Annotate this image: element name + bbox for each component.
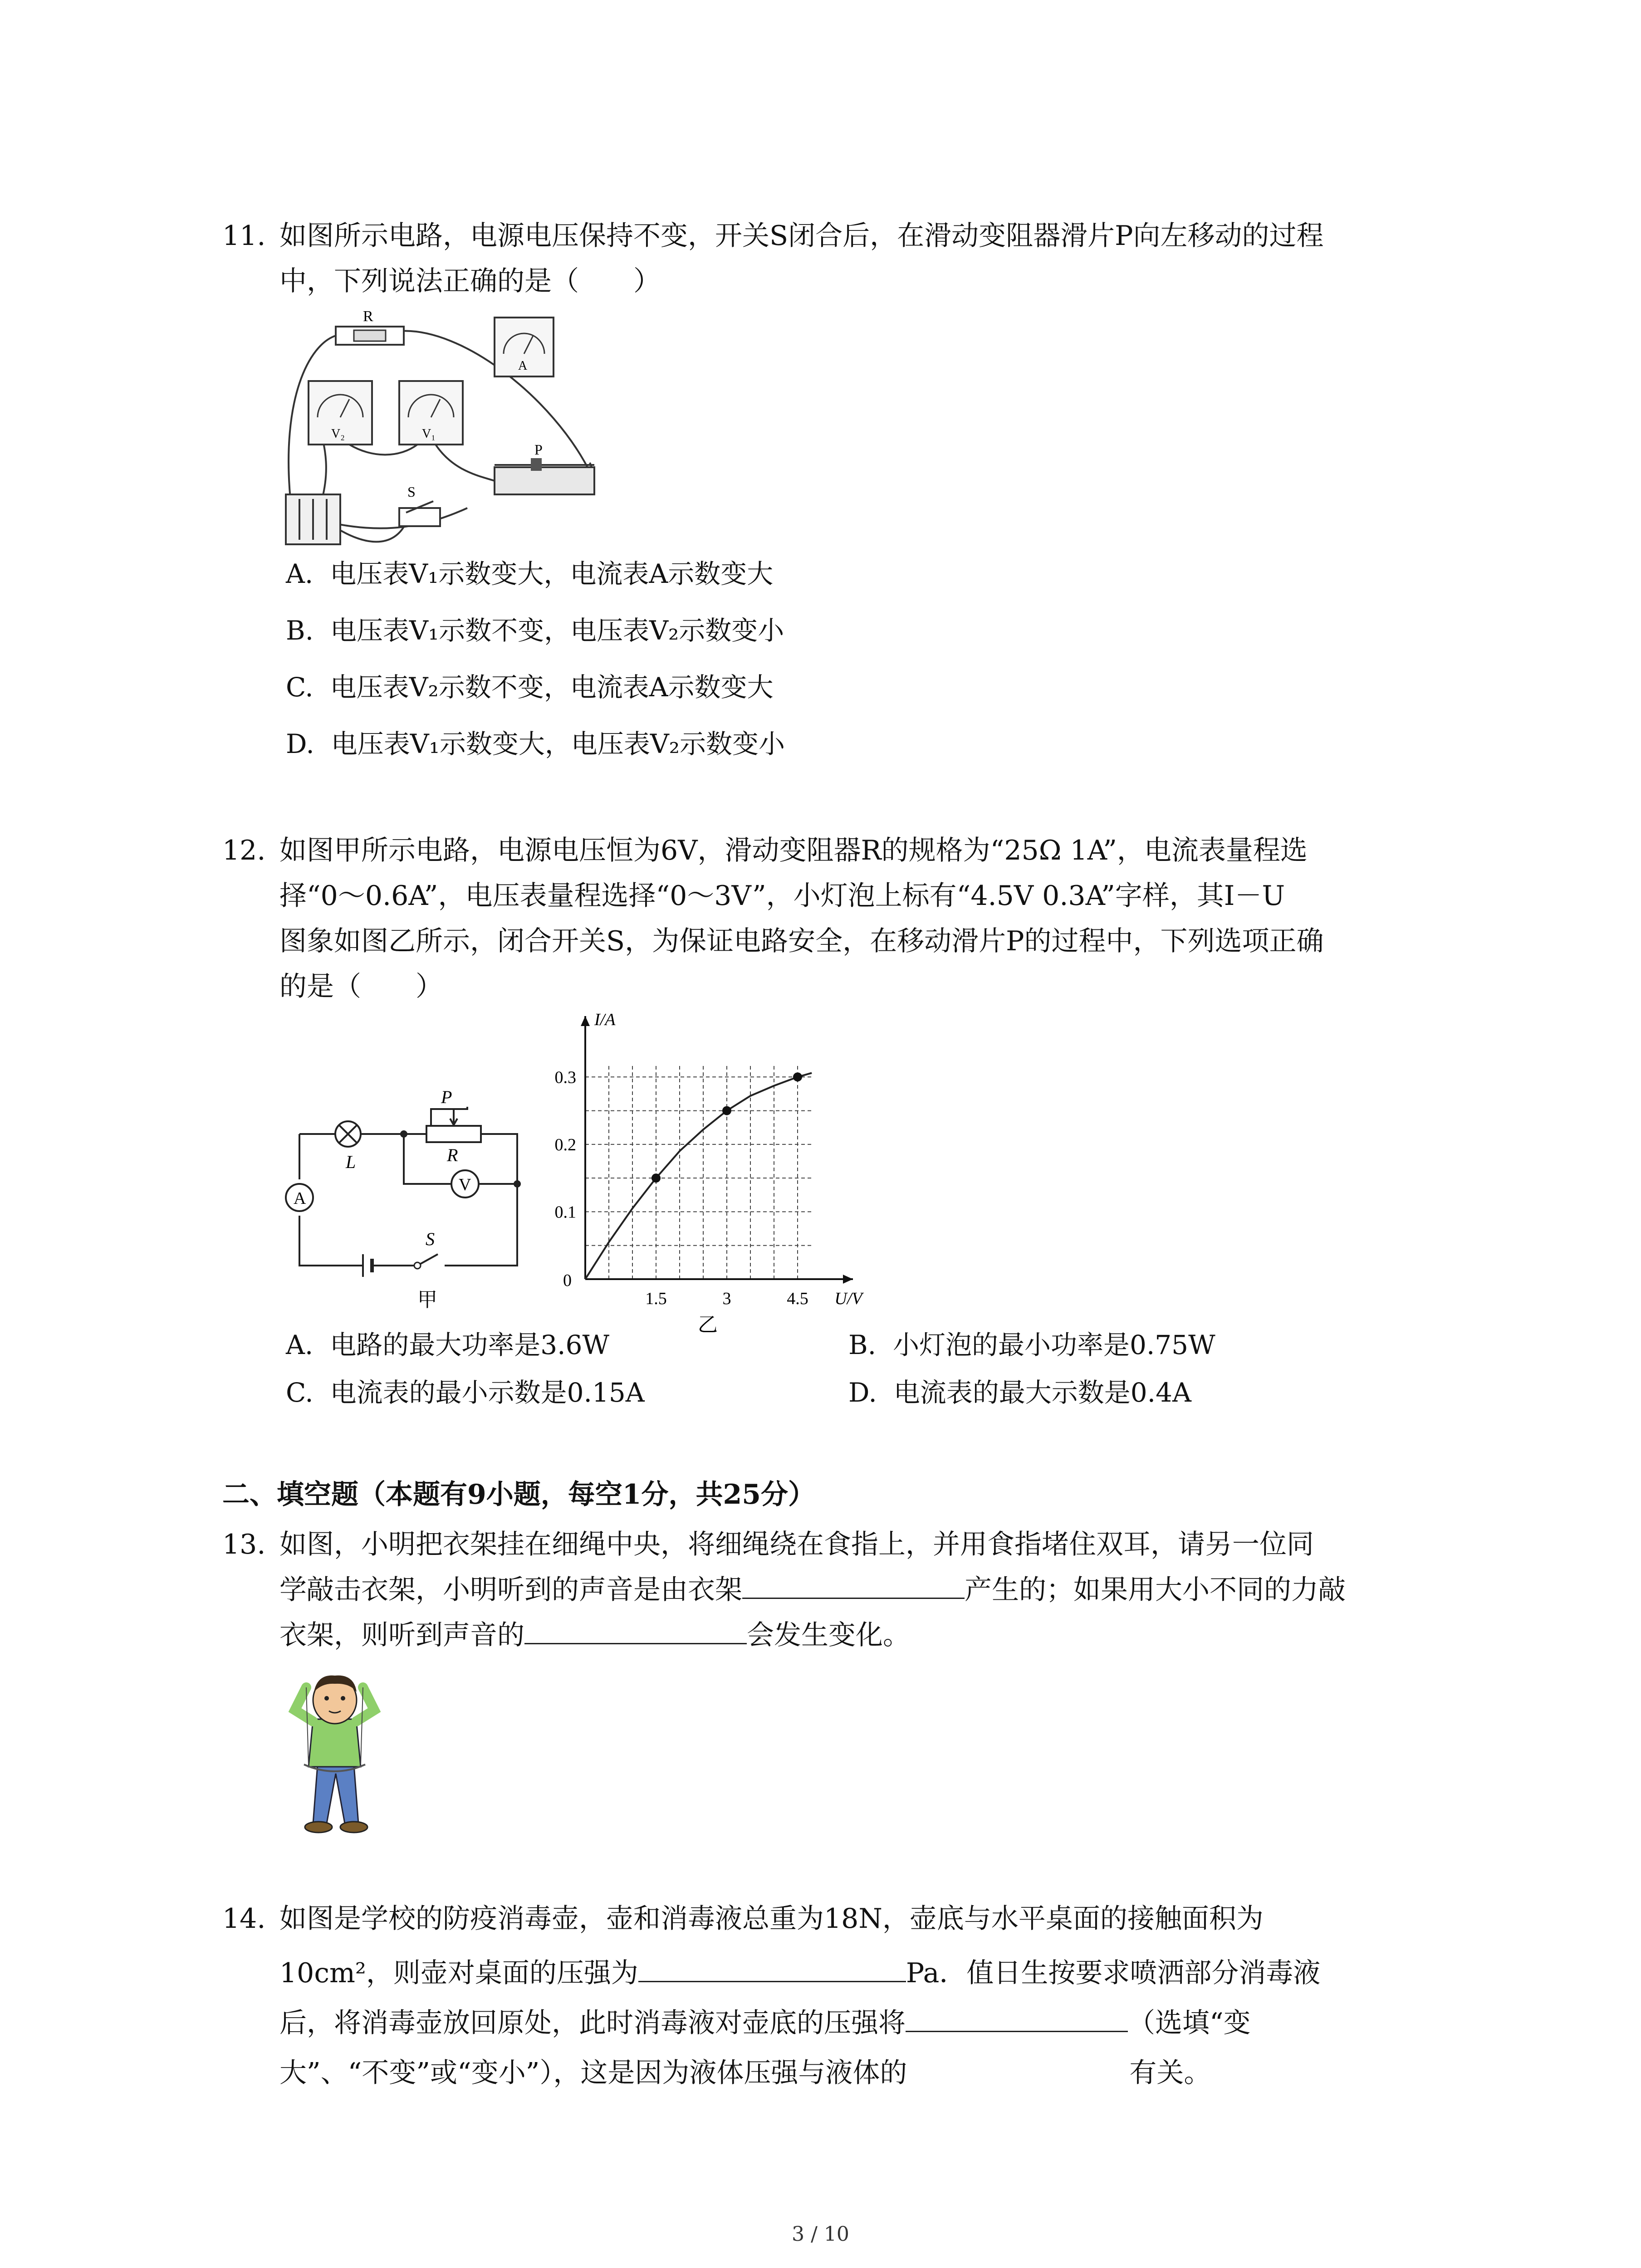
q13-line3-after: 会发生变化。 [747,1619,910,1651]
q11-option-b-text: 电压表V₁示数不变，电压表V₂示数变小 [330,615,784,646]
q12-option-a-text: 电路的最大功率是3.6W [330,1330,610,1360]
q12-label-a: A [294,1189,306,1208]
q12-option-b[interactable] [848,1322,1215,1368]
q11-option-c-letter: C. [286,672,314,703]
q13-line3 [279,1613,910,1658]
q13-answer-blank-1[interactable] [742,1569,965,1599]
q12-line2: 择“0～0.6A”，电压表量程选择“0～3V”，小灯泡上标有“4.5V 0.3A”字样，其I－U [279,880,1285,912]
q11-option-a-text: 电压表V₁示数变大，电流表A示数变大 [330,558,774,589]
q11-option-b[interactable] [286,608,784,653]
q14-line3-before: 后，将消毒壶放回原处，此时消毒液对壶底的压强将 [279,2007,906,2039]
q14-answer-blank-3[interactable] [907,2053,1129,2082]
q13-line2-before: 学敲击衣架，小明听到的声音是由衣架 [279,1574,742,1606]
q11-line2: 中，下列说法正确的是（ ） [279,265,661,297]
q12-iu-chart [544,1007,889,1334]
q13-boy-illustration [281,1669,399,1837]
q14-answer-blank-1[interactable] [638,1953,906,1982]
q12-line1: 如图甲所示电路，电源电压恒为6V，滑动变阻器R的规格为“25Ω 1A”，电流表量程选 [279,835,1308,866]
q13-line1: 如图，小明把衣架挂在细绳中央，将细绳绕在食指上，并用食指堵住双耳，请另一位同 [279,1529,1314,1560]
q11-label-r: R [363,308,373,325]
q13-line3-before: 衣架，则听到声音的 [279,1619,524,1651]
q12-circuit-figure [281,1075,535,1329]
q14-line2-after: Pa．值日生按要求喷洒部分消毒液 [906,1957,1321,1989]
q12-option-b-text: 小灯泡的最小功率是0.75W [892,1330,1215,1360]
q11-option-b-letter: B. [286,615,314,646]
q11-option-d[interactable] [286,721,785,767]
q11-option-c[interactable] [286,665,774,710]
chart-origin-label: 0 [563,1271,572,1290]
chart-x-axis-label: U/V [834,1289,862,1308]
page-number: 3 / 10 [792,2223,849,2246]
q12-label-p: P [441,1087,452,1107]
q13-number: 13. [222,1529,266,1560]
chart-y-tick-label: 0.1 [554,1202,576,1222]
q11-number: 11. [222,220,266,252]
chart-axes [581,1016,853,1284]
q12-option-c-letter: C. [286,1377,314,1408]
q13-answer-blank-2[interactable] [524,1615,747,1644]
q11-label-p: P [534,441,543,458]
chart-series-line [585,1073,812,1279]
q11-line1: 如图所示电路，电源电压保持不变，开关S闭合后，在滑动变阻器滑片P向左移动的过程 [279,220,1324,252]
q12-caption-jia: 甲 [417,1289,437,1311]
q14-line3 [279,2000,1251,2046]
section-heading: 二、填空题（本题有9小题，每空1分，共25分） [222,1479,815,1510]
q12-line4: 的是（ ） [279,971,443,1002]
chart-point [793,1072,802,1081]
q12-option-d[interactable] [848,1370,1191,1415]
q11-option-a[interactable] [286,551,773,596]
chart-y-tick-label: 0.3 [554,1068,576,1087]
q14-line3-after: （选填“变 [1128,2007,1251,2039]
q12-option-d-letter: D. [848,1377,877,1408]
q11-label-v1: V₁ [422,427,436,441]
q12-line3: 图象如图乙所示，闭合开关S，为保证电路安全，在移动滑片P的过程中，下列选项正确 [279,925,1324,957]
q14-line2 [279,1950,1320,1996]
q12-label-r: R [447,1145,458,1165]
q11-label-a: A [518,359,528,373]
chart-y-axis-label: I/A [594,1010,616,1029]
q11-label-s: S [407,484,416,500]
q12-label-s: S [426,1229,435,1249]
q12-option-b-letter: B. [848,1330,877,1360]
q14-number: 14. [222,1903,266,1935]
q11-label-v2: V₂ [331,427,345,441]
chart-y-arrow [581,1016,590,1026]
q11-option-d-letter: D. [286,728,314,759]
q12-option-c-text: 电流表的最小示数是0.15A [330,1377,645,1408]
q12-option-c[interactable] [286,1370,645,1415]
q13-line2 [279,1567,1346,1613]
chart-grid [585,1064,812,1279]
q12-caption-yi: 乙 [698,1314,718,1334]
q11-option-d-text: 电压表V₁示数变大，电压表V₂示数变小 [331,728,785,759]
q14-line2-before: 10cm²，则壶对桌面的压强为 [279,1957,638,1989]
q11-circuit-figure [281,308,608,562]
chart-x-tick-label: 3 [722,1289,731,1308]
q14-line4-after: 有关。 [1129,2057,1211,2089]
chart-x-arrow [843,1275,853,1284]
q14-answer-blank-2[interactable] [906,2003,1128,2032]
q12-option-d-text: 电流表的最大示数是0.4A [893,1377,1191,1408]
q14-line4 [279,2050,1211,2096]
q14-line4-before: 大”、“不变”或“变小”），这是因为液体压强与液体的 [279,2057,907,2089]
q12-label-v: V [459,1175,471,1194]
chart-point [722,1106,731,1115]
q14-line1: 如图是学校的防疫消毒壶，壶和消毒液总重为18N，壶底与水平桌面的接触面积为 [279,1903,1264,1935]
q12-option-a[interactable] [286,1322,609,1368]
chart-point [652,1173,661,1183]
chart-y-tick-label: 0.2 [554,1135,576,1154]
q12-label-l: L [346,1152,356,1172]
q11-option-c-text: 电压表V₂示数不变，电流表A示数变大 [330,672,774,703]
chart-x-tick-label: 4.5 [787,1289,808,1308]
q13-line2-after: 产生的；如果用大小不同的力敲 [965,1574,1346,1606]
q11-option-a-letter: A. [286,558,314,589]
q12-number: 12. [222,835,266,866]
q12-option-a-letter: A. [286,1330,314,1360]
chart-x-tick-label: 1.5 [645,1289,667,1308]
